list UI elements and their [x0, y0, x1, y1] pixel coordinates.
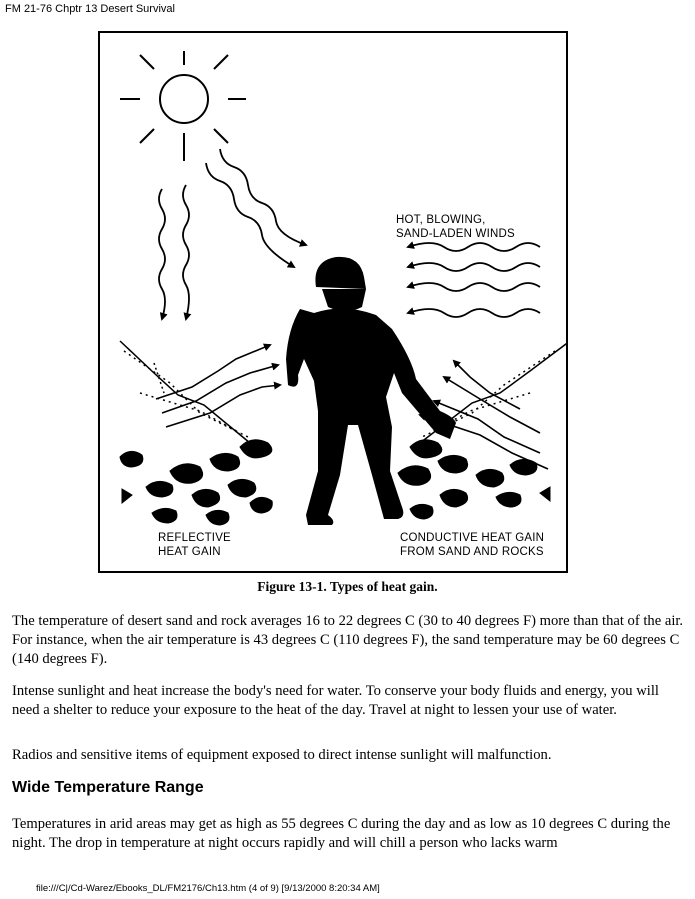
rock-icon [440, 489, 468, 507]
heat-arrow-icon [159, 189, 165, 319]
conductive-label-line-1: CONDUCTIVE HEAT GAIN [400, 532, 545, 544]
rock-icon [120, 451, 143, 467]
rock-icon [122, 489, 132, 503]
rock-icon [206, 510, 229, 525]
reflective-label-line-1: REFLECTIVE [158, 532, 231, 544]
rock-icon [152, 508, 177, 523]
winds-label-line-2: SAND-LADEN WINDS [396, 228, 515, 240]
winds-label-line-1: HOT, BLOWING, [396, 214, 486, 226]
soldier-silhouette-icon [286, 257, 456, 525]
page-footer: file:///C|/Cd-Warez/Ebooks_DL/FM2176/Ch13.htm (4 of 9) [9/13/2000 8:20:34 AM] [36, 883, 380, 894]
paragraph: Temperatures in arid areas may get as high as 55 degrees C during the day and as low as 10 degrees C during the night. The drop in temperature at night occurs rapidly and will chill a person who lacks warm [12, 816, 671, 851]
heat-arrow-icon [162, 365, 278, 413]
rock-icon [240, 440, 272, 458]
figure-caption: Figure 13-1. Types of heat gain. [257, 579, 438, 594]
paragraph: Intense sunlight and heat increase the body's need for water. To conserve your body fluids and energy, you will need a shelter to reduce your exposure to the heat of the day. Travel at night to lessen your use of water. [12, 683, 659, 718]
rock-icon [438, 455, 468, 473]
rock-icon [410, 504, 433, 519]
sun-icon [120, 51, 246, 161]
rock-icon [250, 497, 272, 513]
paragraph: The temperature of desert sand and rock averages 16 to 22 degrees C (30 to 40 degrees F) more than that of the air. For instance, when the air temperature is 43 degrees C (110 degrees F), the sand temperature may be 60 degrees C (140 degrees F). [12, 613, 684, 667]
section-heading: Wide Temperature Range [12, 779, 204, 796]
rock-icon [146, 481, 173, 497]
figure-illustration [100, 33, 568, 573]
reflective-label-line-2: HEAT GAIN [158, 546, 221, 558]
rock-icon [228, 479, 256, 497]
conductive-label-line-2: FROM SAND AND ROCKS [400, 546, 544, 558]
page-header: FM 21-76 Chptr 13 Desert Survival [5, 3, 175, 15]
wind-arrow-icon [408, 309, 540, 317]
rock-icon [510, 459, 537, 475]
rock-icon [496, 492, 521, 507]
heat-arrow-icon [206, 163, 294, 267]
rock-icon [170, 464, 203, 483]
figure-heat-gain [98, 31, 568, 573]
rock-icon [540, 487, 550, 501]
wind-arrow-icon [408, 243, 540, 251]
rock-icon [192, 489, 220, 507]
rock-icon [410, 440, 442, 458]
rock-icon [476, 469, 504, 487]
wind-arrow-icon [408, 283, 540, 291]
rock-icon [210, 453, 240, 471]
wind-arrow-icon [408, 263, 540, 271]
paragraph: Radios and sensitive items of equipment exposed to direct intense sunlight will malfunction. [12, 747, 552, 763]
rock-icon [398, 466, 431, 485]
heat-arrow-icon [444, 377, 540, 433]
heat-arrow-icon [183, 185, 189, 319]
